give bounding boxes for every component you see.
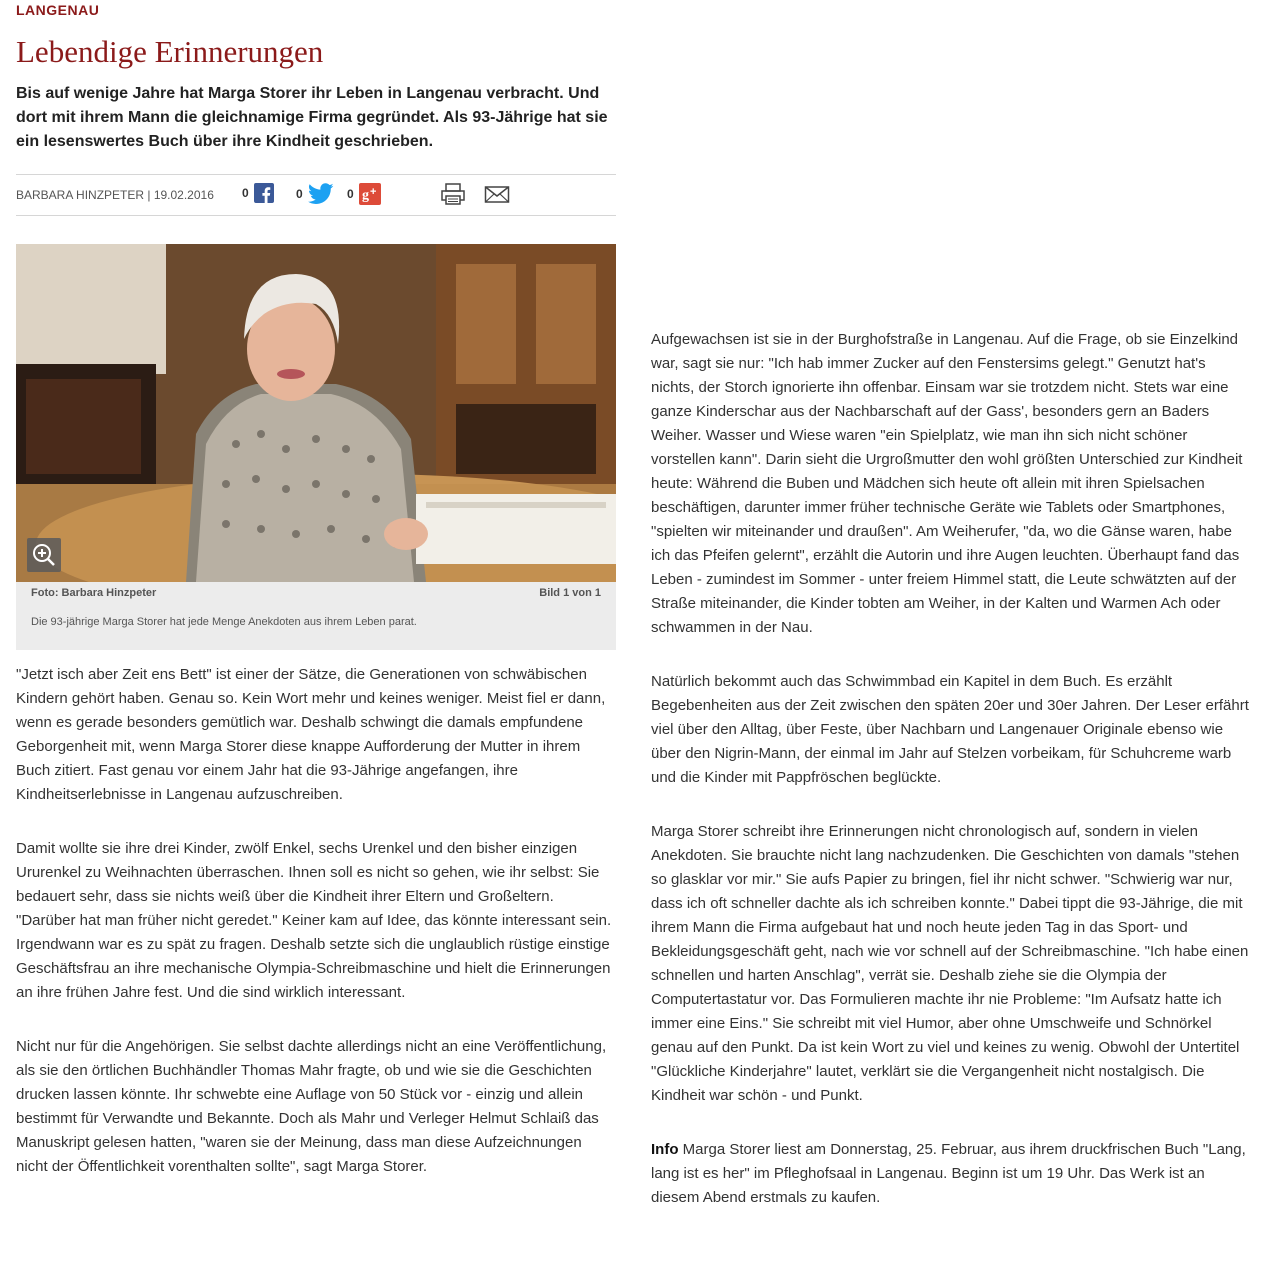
body-paragraph: Marga Storer schreibt ihre Erinnerungen nicht chronologisch auf, sondern in vielen Anekdoten. Sie brauchte nicht lang nachzudenken. Die Geschichten von damals "stehen so glasklar vor mir." Sie aufs Papier zu bringen, fiel ihr nicht schwer. "Schwierig war nur, dass ich oft schneller dachte als ich schreiben konnte." Dabei tippt die 93-Jährige, die mit ihrem Mann die Firma aufgebaut hat und noch heute jeden Tag in das Sport- und Bekleidungsgeschäft geht, nach wie vor schnell auf der Schreibmaschine. "Ich habe einen schnellen und harten Anschlag", verrät sie. Deshalb ziehe sie die Olympia der Computertastatur vor. Das Formulieren machte ihr nie Probleme: "Im Aufsatz hatte ich immer eine Eins." Sie schreibt mit viel Humor, aber ohne Umschweife und Schnörkel genau auf den Punkt. Da ist kein Wort zu viel und keines zu wenig. Obwohl der Untertitel "Glückliche Kinderjahre" lautet, verklärt sie die Vergangenheit nicht nostalgisch. Die Kindheit war schön - und Punkt. [651, 823, 1249, 1104]
google-plus-icon[interactable] [359, 183, 381, 205]
photo-credit: Foto: Barbara Hinzpeter [31, 587, 157, 599]
article-headline: Lebendige Erinnerungen [16, 34, 324, 69]
twitter-count: 0 [296, 187, 303, 201]
mail-icon[interactable] [484, 183, 510, 205]
byline: BARBARA HINZPETER | 19.02.2016 [16, 188, 214, 202]
google-plus-count: 0 [347, 187, 354, 201]
body-paragraph: Natürlich bekommt auch das Schwimmbad ein Kapitel in dem Buch. Es erzählt Begebenheiten aus der Zeit zwischen den späten 20er und 30er Jahren. Der Leser erfährt viel über den Alltag, über Feste, über Nachbarn und Langenauer Originale ebenso wie über den Nigrin-Mann, der einmal im Jahr auf Stelzen vorbeikam, für Schuhcreme warb und die Kinder mit Pappfröschen beglückte. [651, 673, 1249, 786]
zoom-button[interactable] [27, 538, 61, 572]
facebook-share[interactable] [242, 183, 274, 203]
body-paragraph: "Jetzt isch aber Zeit ens Bett" ist einer der Sätze, die Generationen von schwäbischen Kindern gehört haben. Genau so. Kein Wort mehr und keines weniger. Meist fiel er dann, wenn es gerade besonders gemütlich war. Deshalb schwingt die damals empfundene Geborgenheit mit, wenn Marga Storer diese knappe Aufforderung der Mutter in ihrem Buch zitiert. Fast genau vor einem Jahr hat die 93-Jährige angefangen, ihre Kindheitserlebnisse in Langenau aufzuschreiben. [16, 666, 606, 803]
photo-caption: Die 93-jährige Marga Storer hat jede Menge Anekdoten aus ihrem Leben parat. [31, 616, 417, 628]
image-counter: Bild 1 von 1 [539, 587, 601, 599]
body-paragraph: Aufgewachsen ist sie in der Burghofstraße in Langenau. Auf die Frage, ob sie Einzelkind war, sagt sie nur: "Ich hab immer Zucker auf den Fenstersims gelegt." Genutzt hat's nichts, der Storch ignorierte ihn offenbar. Einsam war sie trotzdem nicht. Stets war eine ganze Kinderschar aus der Nachbarschaft auf der Gass', besonders gern an Baders Weiher. Wasser und Wiese waren "ein Spielplatz, wie man ihn sich nicht schöner vorstellen kann". Darin sieht die Urgroßmutter den wohl größten Unterschied zur Kindheit heute: Während die Buben und Mädchen sich heute oft allein mit ihren Spielsachen beschäftigen, darunter immer früher technische Geräte wie Tablets oder Smartphones, "spielten wir miteinander und draußen". Am Weiherufer, "da, wo die Gänse waren, habe ich das Pfeifen gelernt", erzählt die Autorin und ihre Augen leuchten. Überhaupt fand das Leben - zumindest im Sommer - unter freiem Himmel statt, die Leute schwätzten auf der Straße miteinander, die Kinder tobten am Weiher, in der Kalten und Warmen Ach oder schwammen in der Nau. [651, 331, 1243, 636]
body-paragraph: Damit wollte sie ihre drei Kinder, zwölf Enkel, sechs Urenkel und den bisher einzigen Ururenkel zu Weihnachten überraschen. Ihnen soll es nicht so gehen, wie ihr selbst: Sie bedauert sehr, dass sie nichts weiß über die Kindheit ihrer Eltern und Großeltern. "Darüber hat man früher nicht geredet." Keiner kam auf Idee, das könnte interessant sein. Irgendwann war es zu spät zu fragen. Deshalb setzte sich die unglaublich rüstige einstige Geschäftsfrau an ihre mechanische Olympia-Schreibmaschine und hielt die Erinnerungen an ihre frühen Jahre fest. Und die sind wirklich interessant. [16, 840, 612, 1001]
print-icon[interactable] [440, 183, 466, 205]
article-kicker[interactable]: LANGENAU [16, 2, 100, 18]
svg-text:+: + [369, 186, 377, 198]
zoom-icon [27, 538, 61, 572]
google-plus-share[interactable] [347, 183, 381, 205]
photo-illustration [16, 244, 616, 582]
info-text: Marga Storer liest am Donnerstag, 25. Februar, aus ihrem druckfrischen Buch "Lang, lang ist es her" im Pfleghofsaal in Langenau. Beginn ist um 19 Uhr. Das Werk ist an diesem Abend erstmals zu kaufen. [651, 1141, 1246, 1206]
facebook-icon[interactable] [254, 183, 274, 203]
body-paragraph: Nicht nur für die Angehörigen. Sie selbst dachte allerdings nicht an eine Veröffentlichung, als sie den örtlichen Buchhändler Thomas Mahr fragte, ob und wie sie die Geschichten drucken lassen könnte. Ihr schwebte eine Auflage von 50 Stück vor - einzig und allein bestimmt für Verwandte und Bekannte. Doch als Mahr und Verleger Helmut Schlaiß das Manuskript gelesen hatten, "waren sie der Meinung, dass man diese Aufzeichnungen nicht der Öffentlichkeit vorenthalten sollte", sagt Marga Storer. [16, 1038, 607, 1175]
left-column [16, 0, 616, 1179]
article-meta-bar [16, 174, 616, 216]
twitter-icon[interactable] [308, 183, 334, 205]
svg-text:g: g [361, 188, 369, 203]
article-photo[interactable] [16, 244, 616, 582]
right-column [651, 328, 1251, 1210]
info-label: Info [651, 1141, 679, 1158]
article-teaser: Bis auf wenige Jahre hat Marga Storer ihr Leben in Langenau verbracht. Und dort mit ihrem Mann die gleichnamige Firma gegründet. Als 93-Jährige hat sie ein lesenswertes Buch über ihre Kindheit geschrieben. [16, 85, 608, 150]
twitter-share[interactable] [296, 183, 334, 205]
article-figure [16, 244, 616, 650]
info-paragraph [651, 1138, 1251, 1210]
facebook-count: 0 [242, 186, 249, 200]
figure-meta [16, 582, 616, 606]
